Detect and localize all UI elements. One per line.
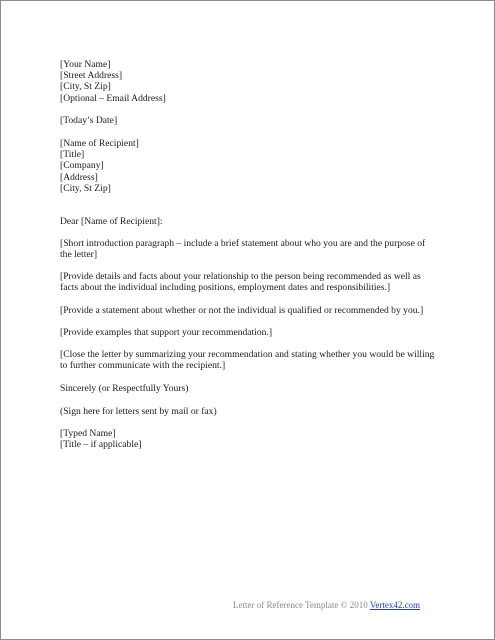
date-block <box>60 115 435 126</box>
closing-paragraph: [Close the letter by summarizing your recommendation and stating whether you would be willing to further communicate with the recipient.] <box>60 349 435 372</box>
signature-note-text: (Sign here for letters sent by mail or fax) <box>60 406 217 417</box>
letter-date: [Today’s Date] <box>60 115 118 126</box>
sender-address-block <box>60 59 435 104</box>
examples-paragraph: [Provide examples that support your recommendation.] <box>60 327 273 338</box>
details-paragraph: [Provide details and facts about your relationship to the person being recommended as well as facts about the individual including positions, employment dates and responsibilities.] <box>60 271 421 294</box>
sender-city: [City, St Zip] <box>60 81 111 93</box>
signature-block <box>60 428 435 450</box>
salutation-text: Dear [Name of Recipient]: <box>60 216 163 227</box>
recipient-address: [Address] <box>60 171 98 183</box>
recipient-title: [Title] <box>60 149 85 161</box>
typed-name: [Typed Name] <box>60 428 116 439</box>
footer-text: Letter of Reference Template © 2010 <box>233 600 368 610</box>
page-footer <box>233 600 420 611</box>
sender-name: [Your Name] <box>60 59 111 70</box>
signature-note <box>60 406 435 417</box>
closing-text: Sincerely (or Respectfully Yours) <box>60 383 189 394</box>
complimentary-close <box>60 383 435 394</box>
salutation <box>60 216 435 227</box>
recipient-name: [Name of Recipient] <box>60 138 139 149</box>
sender-street: [Street Address] <box>60 70 123 82</box>
recipient-company: [Company] <box>60 160 104 172</box>
recipient-address-block <box>60 138 435 194</box>
sender-email: [Optional – Email Address] <box>60 92 166 104</box>
qualification-paragraph: [Provide a statement about whether or not the individual is qualified or recommended by you.] <box>60 305 424 316</box>
footer-link[interactable]: Vertex42.com <box>369 600 421 610</box>
recipient-city: [City, St Zip] <box>60 182 111 194</box>
typed-title: [Title – if applicable] <box>60 439 142 451</box>
intro-paragraph: [Short introduction paragraph – include a brief statement about who you are and the purpose of the letter] <box>60 238 426 261</box>
